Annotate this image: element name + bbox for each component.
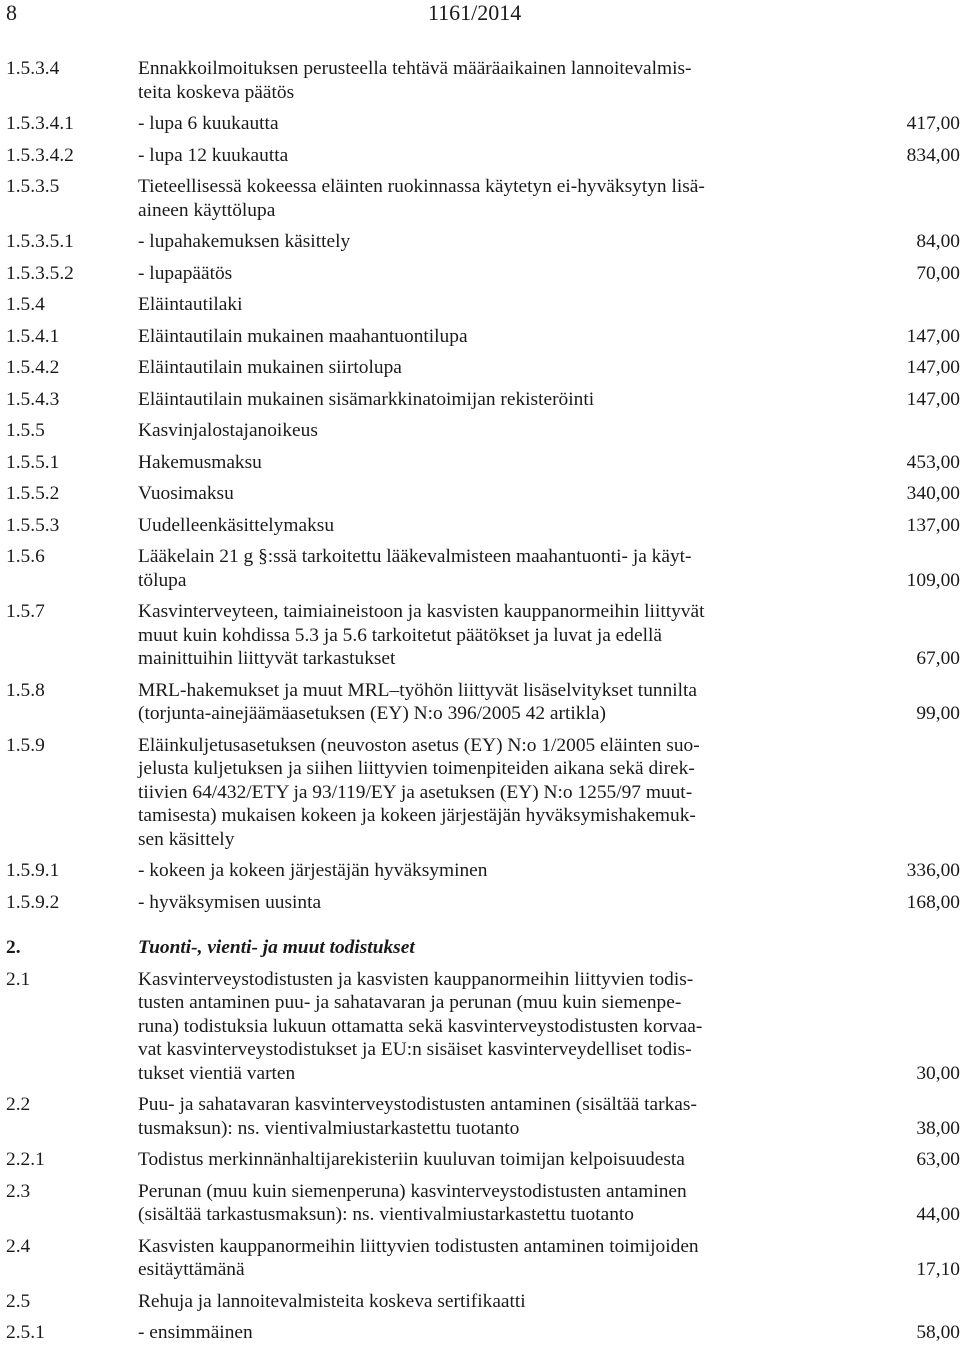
fee-row (0, 451, 960, 475)
fee-row (0, 514, 960, 538)
description-line: runa) todistuksia lukuun ottamatta sekä kasvinterveystodistusten korvaa- (138, 1015, 703, 1037)
description-line: (sisältää tarkastusmaksun): ns. vientivalmiustarkastettu tuotanto (138, 1204, 634, 1225)
publication-number: 1161/2014 (428, 0, 522, 25)
item-description (138, 482, 808, 506)
description-line: jelusta kuljetuksen ja siihen liittyvien toimenpiteiden aikana sekä direk- (138, 758, 695, 779)
item-price: 834,00 (906, 144, 960, 166)
fee-row (0, 1148, 960, 1172)
description-line: - lupahakemuksen käsittely (138, 231, 351, 252)
fee-row (0, 1235, 960, 1282)
item-code: 1.5.9 (6, 734, 45, 756)
description-line: sen käsittely (138, 828, 235, 850)
item-code: 1.5.3.4.1 (6, 113, 74, 134)
item-code: 2.3 (6, 1180, 31, 1202)
fee-row (0, 1093, 960, 1140)
description-line: - lupa 6 kuukautta (138, 113, 279, 134)
description-line: Kasvisten kauppanormeihin liittyvien todistusten antaminen toimijoiden (138, 1235, 699, 1257)
item-code: 1.5.3.5.2 (6, 262, 74, 284)
item-price: 147,00 (906, 325, 960, 347)
fee-row (0, 968, 960, 1086)
item-description (138, 1180, 808, 1227)
description-line: Tieteellisessä kokeessa eläinten ruokinnassa käytetyn ei-hyväksytyn lisä- (138, 176, 705, 197)
item-description (138, 734, 808, 852)
description-line: Ennakkoilmoituksen perusteella tehtävä määräaikainen lannoitevalmis- (138, 58, 692, 79)
fee-row (0, 1180, 960, 1227)
item-price: 417,00 (906, 113, 960, 134)
item-code: 1.5.9.2 (6, 891, 60, 913)
item-price: 340,00 (906, 483, 960, 504)
description-line: Eläintautilaki (138, 294, 243, 315)
fee-row (0, 1290, 960, 1314)
description-line: Kasvinterveyteen, taimiaineistoon ja kasvisten kauppanormeihin liittyvät (138, 601, 705, 622)
item-code: 1.5.3.5.1 (6, 231, 74, 252)
item-price: 63,00 (916, 1149, 960, 1170)
item-price: 453,00 (906, 451, 960, 473)
description-line: MRL-hakemukset ja muut MRL–työhön liittyvät lisäselvitykset tunnilta (138, 679, 698, 701)
description-line: - ensimmäinen (138, 1322, 253, 1343)
item-description (138, 514, 808, 538)
description-line: Vuosimaksu (138, 483, 234, 504)
description-line: Kasvinjalostajanoikeus (138, 420, 318, 441)
item-code: 1.5.5.1 (6, 451, 60, 473)
item-code: 2.2.1 (6, 1149, 45, 1170)
fee-row (0, 1321, 960, 1345)
item-description (138, 57, 808, 104)
fee-row (0, 356, 960, 380)
description-line: aineen käyttölupa (138, 199, 276, 221)
item-description (138, 1093, 808, 1140)
item-description (138, 679, 808, 726)
item-code: 1.5.5.3 (6, 514, 60, 536)
fee-row (0, 600, 960, 671)
item-description (138, 356, 808, 380)
description-line: Puu- ja sahatavaran kasvinterveystodistusten antaminen (sisältää tarkas- (138, 1094, 697, 1115)
item-description (138, 419, 808, 443)
description-line: Lääkelain 21 g §:ssä tarkoitettu lääkevalmisteen maahantuonti- ja käyt- (138, 546, 692, 567)
description-line: tukset vientiä varten (138, 1062, 296, 1084)
page-number: 8 (6, 0, 17, 25)
description-line: - hyväksymisen uusinta (138, 891, 322, 913)
item-description (138, 600, 808, 671)
fee-row (0, 679, 960, 726)
item-code: 1.5.7 (6, 601, 45, 622)
fee-row (0, 262, 960, 286)
item-code: 2.5 (6, 1290, 31, 1312)
description-line: Eläinkuljetusasetuksen (neuvoston asetus (EY) N:o 1/2005 eläinten suo- (138, 734, 700, 756)
section-heading (0, 936, 960, 960)
description-line: tiivien 64/432/ETY ja 93/119/EY ja asetuksen (EY) N:o 1255/97 muut- (138, 781, 693, 803)
fee-row (0, 112, 960, 136)
item-code: 1.5.3.4 (6, 58, 60, 79)
description-line: vat kasvinterveystodistukset ja EU:n sisäiset kasvinterveydelliset todis- (138, 1039, 692, 1060)
fee-row (0, 388, 960, 412)
fee-row (0, 230, 960, 254)
item-code: 2.4 (6, 1235, 31, 1257)
item-description (138, 936, 808, 960)
item-description (138, 451, 808, 475)
description-line: tusmaksun): ns. vientivalmiustarkastettu tuotanto (138, 1117, 520, 1139)
description-line: Tuonti-, vienti- ja muut todistukset (138, 937, 415, 958)
fee-row (0, 734, 960, 852)
item-description (138, 112, 808, 136)
description-line: (torjunta-ainejäämäasetuksen (EY) N:o 396/2005 42 artikla) (138, 703, 606, 724)
item-code: 1.5.4.3 (6, 388, 60, 410)
item-code: 1.5.4.2 (6, 357, 60, 378)
description-line: esitäyttämänä (138, 1259, 245, 1280)
item-code: 1.5.4 (6, 294, 45, 315)
item-description (138, 230, 808, 254)
item-description (138, 1235, 808, 1282)
item-code: 2.1 (6, 968, 31, 990)
item-price: 137,00 (906, 514, 960, 536)
item-code: 2. (6, 937, 21, 958)
description-line: Hakemusmaksu (138, 451, 262, 473)
description-line: Uudelleenkäsittelymaksu (138, 514, 335, 536)
item-description (138, 1290, 808, 1314)
description-line: Perunan (muu kuin siemenperuna) kasvinterveystodistusten antaminen (138, 1180, 687, 1202)
item-price: 30,00 (916, 1062, 960, 1084)
item-description (138, 325, 808, 349)
description-line: teita koskeva päätös (138, 81, 295, 103)
item-code: 1.5.9.1 (6, 860, 60, 881)
description-line: - lupa 12 kuukautta (138, 144, 289, 166)
item-price: 84,00 (916, 231, 960, 252)
item-description (138, 1148, 808, 1172)
description-line: Eläintautilain mukainen siirtolupa (138, 357, 402, 378)
description-line: muut kuin kohdissa 5.3 ja 5.6 tarkoitetut päätökset ja luvat ja edellä (138, 624, 662, 646)
description-line: tusten antaminen puu- ja sahatavaran ja perunan (muu kuin siemenpe- (138, 992, 682, 1013)
item-price: 336,00 (906, 860, 960, 881)
item-description (138, 859, 808, 883)
description-line: Eläintautilain mukainen maahantuontilupa (138, 325, 468, 347)
item-description (138, 175, 808, 222)
page-header (0, 0, 960, 30)
item-price: 109,00 (906, 569, 960, 591)
description-line: tölupa (138, 569, 187, 591)
item-price: 44,00 (916, 1204, 960, 1225)
fee-table (0, 57, 960, 1353)
item-code: 2.5.1 (6, 1322, 45, 1343)
item-description (138, 545, 808, 592)
description-line: - kokeen ja kokeen järjestäjän hyväksyminen (138, 860, 488, 881)
item-description (138, 388, 808, 412)
fee-row (0, 482, 960, 506)
description-line: Kasvinterveystodistusten ja kasvisten kauppanormeihin liittyvien todis- (138, 968, 694, 990)
fee-row (0, 891, 960, 915)
item-price: 58,00 (916, 1322, 960, 1343)
item-price: 147,00 (906, 388, 960, 410)
item-description (138, 1321, 808, 1345)
item-description (138, 144, 808, 168)
item-price: 17,10 (916, 1259, 960, 1280)
fee-row (0, 545, 960, 592)
fee-row (0, 144, 960, 168)
fee-row (0, 175, 960, 222)
item-code: 1.5.5.2 (6, 483, 60, 504)
description-line: mainittuihin liittyvät tarkastukset (138, 648, 396, 669)
item-description (138, 891, 808, 915)
fee-row (0, 293, 960, 317)
fee-row (0, 859, 960, 883)
item-code: 1.5.5 (6, 420, 45, 441)
item-price: 38,00 (916, 1117, 960, 1139)
item-code: 1.5.8 (6, 679, 45, 701)
item-price: 99,00 (916, 703, 960, 724)
fee-row (0, 57, 960, 104)
description-line: - lupapäätös (138, 262, 233, 284)
fee-row (0, 325, 960, 349)
item-code: 1.5.4.1 (6, 325, 60, 347)
description-line: Todistus merkinnänhaltijarekisteriin kuuluvan toimijan kelpoisuudesta (138, 1149, 685, 1170)
fee-row (0, 419, 960, 443)
item-price: 168,00 (906, 891, 960, 913)
item-code: 1.5.6 (6, 546, 45, 567)
item-code: 1.5.3.4.2 (6, 144, 74, 166)
item-description (138, 262, 808, 286)
item-code: 2.2 (6, 1094, 31, 1115)
description-line: Rehuja ja lannoitevalmisteita koskeva sertifikaatti (138, 1290, 526, 1312)
item-description (138, 293, 808, 317)
item-description (138, 968, 808, 1086)
description-line: tamisesta) mukaisen kokeen ja kokeen järjestäjän hyväksymishakemuk- (138, 805, 696, 826)
item-code: 1.5.3.5 (6, 176, 60, 197)
item-price: 67,00 (916, 648, 960, 669)
item-price: 147,00 (906, 357, 960, 378)
description-line: Eläintautilain mukainen sisämarkkinatoimijan rekisteröinti (138, 388, 595, 410)
item-price: 70,00 (916, 262, 960, 284)
